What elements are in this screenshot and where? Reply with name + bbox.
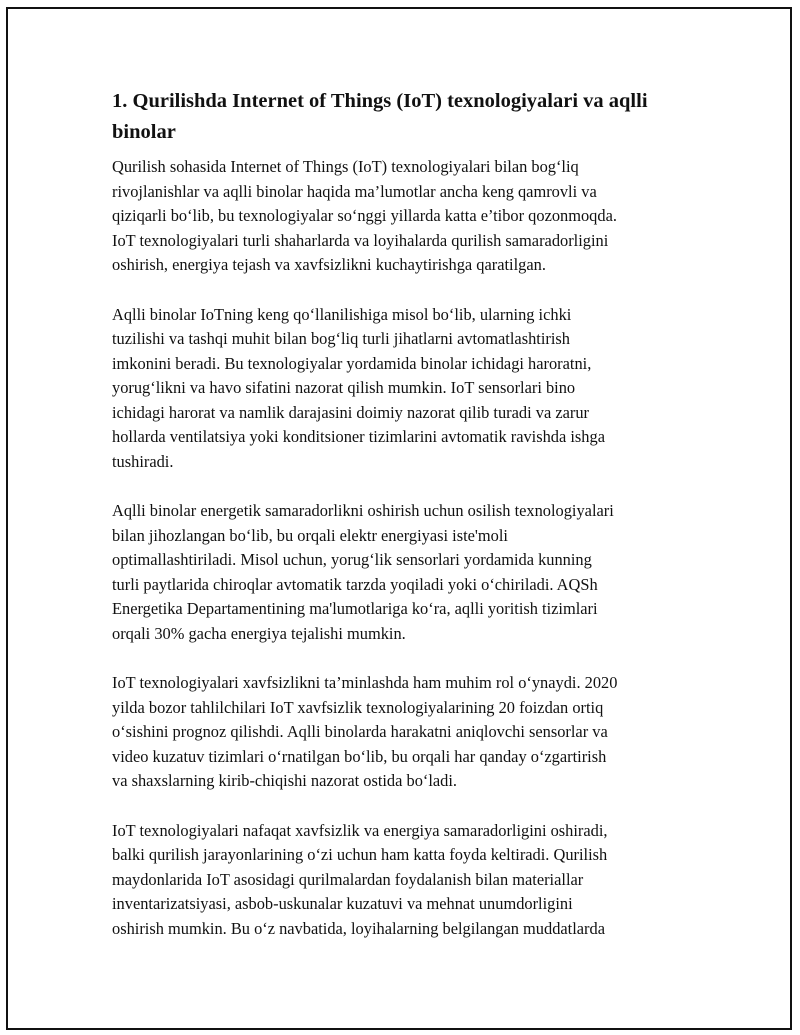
text-line: yilda bozor tahlilchilari IoT xavfsizlik texnologiyalarining 20 foizdan ortiq xyxy=(112,697,604,717)
text-line: qiziqarli bo‘lib, bu texnologiyalar so‘nggi yillarda katta e’tibor qozonmoqda. xyxy=(112,206,617,225)
text-line: Aqlli binolar energetik samaradorlikni oshirish uchun osilish texnologiyalari xyxy=(112,501,614,520)
text-line: va shaxslarning kirib-chiqishi nazorat ostida bo‘ladi. xyxy=(112,771,458,790)
text-line: turli paytlarida chiroqlar avtomatik tarzda yoqiladi yoki o‘chiriladi. AQSh xyxy=(112,574,598,594)
text-line: hollarda ventilatsiya yoki konditsioner tizimlarini avtomatik ravishda ishga xyxy=(112,427,605,446)
text-line: tushiradi. xyxy=(112,451,174,471)
paragraph-3 xyxy=(112,499,688,646)
text-line: rivojlanishlar va aqlli binolar haqida ma’lumotlar ancha keng qamrovli va xyxy=(112,181,597,201)
text-line: maydonlarida IoT asosidagi qurilmalardan foydalanish bilan materiallar xyxy=(112,869,584,889)
text-line: inventarizatsiyasi, asbob-uskunalar kuzatuvi va mehnat unumdorligini xyxy=(112,894,573,913)
text-line: video kuzatuv tizimlari o‘rnatilgan bo‘lib, bu orqali har qanday o‘zgartirish xyxy=(112,746,607,766)
text-line: imkonini beradi. Bu texnologiyalar yordamida binolar ichidagi haroratni, xyxy=(112,353,592,373)
text-line: Qurilish sohasida Internet of Things (IoT) texnologiyalari bilan bog‘liq xyxy=(112,157,579,176)
paragraph-4 xyxy=(112,671,688,794)
paragraph-1 xyxy=(112,155,688,278)
text-line: o‘sishini prognoz qilishdi. Aqlli binolarda harakatni aniqlovchi sensorlar va xyxy=(112,722,608,741)
paragraph-5 xyxy=(112,819,688,942)
text-line: Aqlli binolar IoTning keng qo‘llanilishiga misol bo‘lib, ularning ichki xyxy=(112,304,572,324)
text-line: orqali 30% gacha energiya tejalishi mumkin. xyxy=(112,623,406,643)
text-line: IoT texnologiyalari xavfsizlikni ta’minlashda ham muhim rol o‘ynaydi. 2020 xyxy=(112,673,618,692)
text-line: oshirish, energiya tejash va xavfsizlikni kuchaytirishga qaratilgan. xyxy=(112,255,546,274)
section-title xyxy=(112,86,688,148)
text-line: IoT texnologiyalari nafaqat xavfsizlik va energiya samaradorligini oshiradi, xyxy=(112,820,608,840)
text-line: optimallashtiriladi. Misol uchun, yorug‘lik sensorlari yordamida kunning xyxy=(112,550,592,569)
text-line: balki qurilish jarayonlarining o‘zi uchun ham katta foyda keltiradi. Qurilish xyxy=(112,845,608,864)
text-line: yorug‘likni va havo sifatini nazorat qilish mumkin. IoT sensorlari bino xyxy=(112,378,576,397)
paragraph-2 xyxy=(112,303,688,475)
text-line: ichidagi harorat va namlik darajasini doimiy nazorat qilib turadi va zarur xyxy=(112,402,589,422)
text-line: oshirish mumkin. Bu o‘z navbatida, loyihalarning belgilangan muddatlarda xyxy=(112,918,605,938)
text-line: bilan jihozlangan bo‘lib, bu orqali elektr energiyasi iste'moli xyxy=(112,525,508,545)
document-body xyxy=(112,86,688,966)
text-line: tuzilishi va tashqi muhit bilan bog‘liq turli jihatlarni avtomatlashtirish xyxy=(112,329,570,348)
title-line: binolar xyxy=(112,121,176,143)
text-line: IoT texnologiyalari turli shaharlarda va loyihalarda qurilish samaradorligini xyxy=(112,230,609,250)
text-line: Energetika Departamentining ma'lumotlariga ko‘ra, aqlli yoritish tizimlari xyxy=(112,599,598,618)
title-line: 1. Qurilishda Internet of Things (IoT) texnologiyalari va aqlli xyxy=(112,90,648,112)
